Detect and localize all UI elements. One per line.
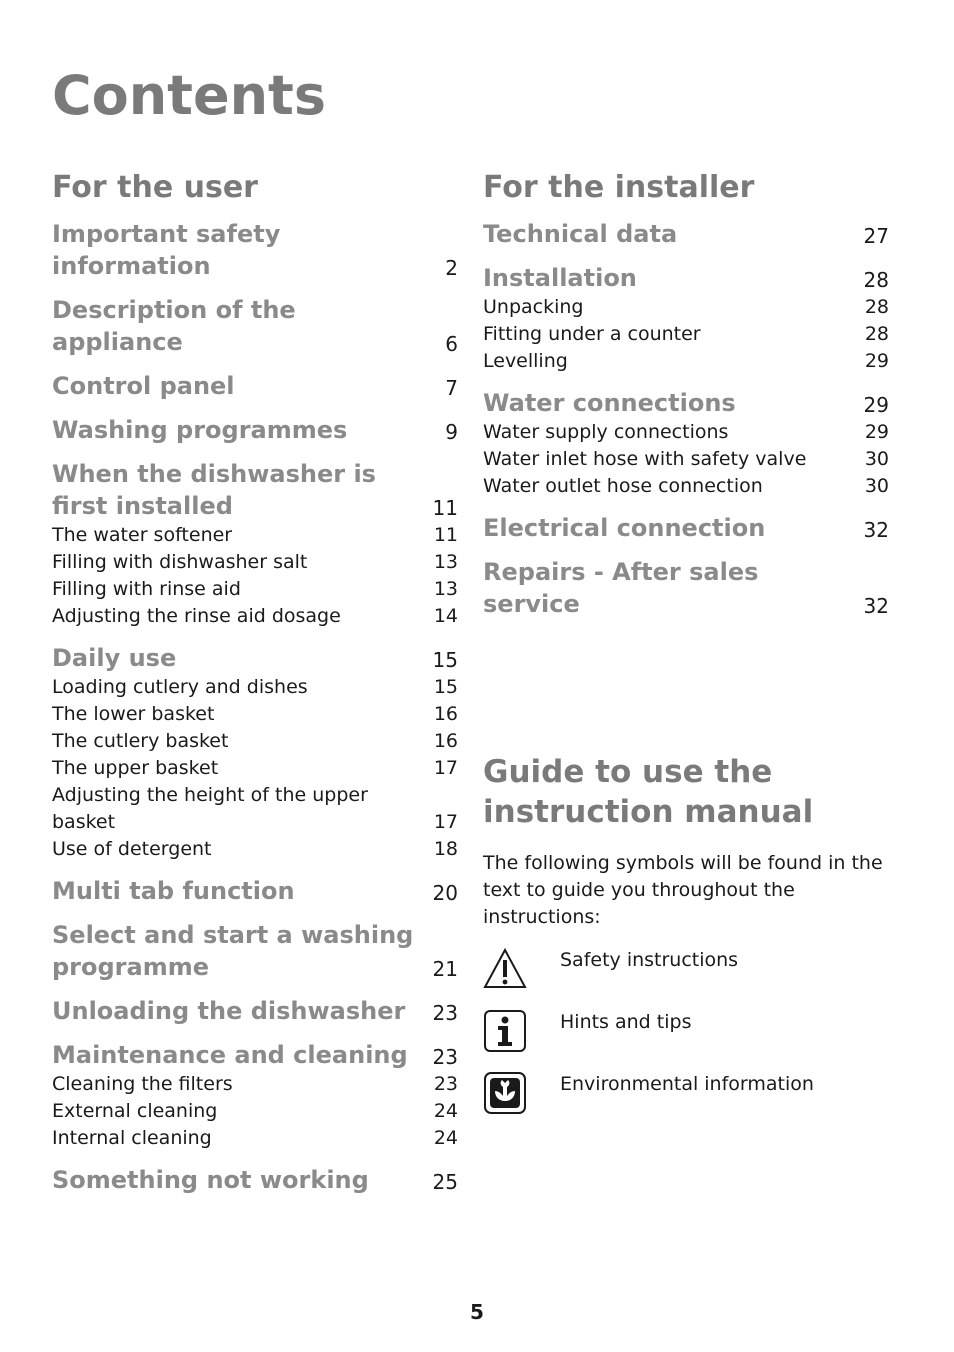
toc-page-number: 23 [432,1001,458,1025]
toc-heading: Electrical connection [483,514,766,542]
toc-entry-row [483,419,889,446]
user-toc [52,218,458,1196]
toc-page-number: 2 [445,256,458,280]
toc-entry: The cutlery basket [52,730,229,752]
toc-page-number: 32 [863,518,889,542]
info-icon [483,1009,527,1053]
toc-section [483,512,889,544]
user-column [52,168,458,1208]
user-column-title: For the user [52,170,258,205]
symbol-row-hints [483,1009,913,1071]
guide-section [483,752,913,1133]
installer-toc [483,218,889,620]
toc-section [52,294,458,358]
toc-entry: Filling with dishwasher salt [52,551,308,573]
toc-entry-row [52,576,458,603]
toc-entry: Fitting under a counter [483,323,701,345]
toc-section [483,387,889,500]
toc-entry: Water inlet hose with safety valve [483,448,807,470]
toc-entry-row [52,603,458,630]
toc-section [52,218,458,282]
toc-entry-row [52,728,458,755]
toc-section [483,556,889,620]
toc-entry-row [52,1098,458,1125]
toc-entry: Water outlet hose connection [483,475,763,497]
toc-entry: Filling with rinse aid [52,578,241,600]
toc-heading-row [52,218,458,282]
toc-heading-row [52,642,458,674]
toc-heading-row [483,512,889,544]
toc-page-number: 28 [864,323,889,345]
toc-heading: Important safety information [52,220,281,280]
toc-entry-row [52,549,458,576]
toc-heading-row [52,414,458,446]
toc-heading: Description of the appliance [52,296,296,356]
toc-section [52,414,458,446]
toc-entry-row [52,674,458,701]
toc-page-number: 16 [433,730,458,752]
toc-heading-row [483,218,889,250]
toc-entry-row [52,1125,458,1152]
toc-heading: Maintenance and cleaning [52,1041,408,1069]
toc-entry-row [483,294,889,321]
symbol-row-safety [483,947,913,1009]
environment-icon [483,1071,527,1115]
toc-entry-row [52,1071,458,1098]
toc-heading: Control panel [52,372,235,400]
toc-page-number: 27 [863,224,889,248]
toc-heading-row [52,919,458,983]
toc-heading: Repairs - After sales service [483,558,759,618]
toc-page-number: 24 [433,1100,458,1122]
toc-entry-row [52,522,458,549]
toc-entry: Internal cleaning [52,1127,212,1149]
toc-page-number: 32 [863,594,889,618]
toc-entry-row [52,782,458,836]
toc-page-number: 24 [433,1127,458,1149]
toc-page-number: 28 [863,268,889,292]
toc-page-number: 29 [863,393,889,417]
toc-entry: Loading cutlery and dishes [52,676,308,698]
toc-section [52,1039,458,1152]
toc-entry: The upper basket [52,757,219,779]
toc-entry: External cleaning [52,1100,218,1122]
toc-section [52,458,458,630]
toc-page-number: 25 [432,1170,458,1194]
toc-page-number: 23 [433,1073,458,1095]
warning-icon [483,947,527,991]
toc-section [52,995,458,1027]
toc-page-number: 6 [445,332,458,356]
page-title: Contents [52,64,327,127]
toc-heading: Select and start a washing programme [52,921,414,981]
toc-page-number: 28 [864,296,889,318]
toc-heading: Water connections [483,389,736,417]
toc-page-number: 7 [445,376,458,400]
toc-heading-row [52,1039,458,1071]
toc-heading-row [52,458,458,522]
toc-entry-row [52,836,458,863]
toc-entry-row [483,473,889,500]
toc-page-number: 18 [433,838,458,860]
toc-heading-row [52,294,458,358]
toc-entry: The lower basket [52,703,215,725]
toc-page-number: 23 [432,1045,458,1069]
toc-entry-row [483,348,889,375]
toc-heading: Washing programmes [52,416,348,444]
toc-heading: Installation [483,264,637,292]
toc-entry: Water supply connections [483,421,729,443]
toc-section [52,642,458,863]
toc-entry: Levelling [483,350,568,372]
toc-entry: Use of detergent [52,838,212,860]
toc-heading-row [52,1164,458,1196]
toc-page-number: 15 [432,648,458,672]
toc-page-number: 30 [864,448,889,470]
toc-section [52,875,458,907]
toc-page-number: 13 [433,578,458,600]
toc-page-number: 20 [432,881,458,905]
guide-title: Guide to use the instruction manual [483,754,814,830]
toc-entry-row [483,321,889,348]
toc-page-number: 29 [864,350,889,372]
toc-entry: Adjusting the height of the upper basket [52,784,368,833]
toc-page-number: 11 [433,524,458,546]
toc-page-number: 13 [433,551,458,573]
toc-entry: Adjusting the rinse aid dosage [52,605,341,627]
toc-section [52,1164,458,1196]
toc-heading: Technical data [483,220,678,248]
symbol-label-environment: Environmental information [560,1073,814,1095]
toc-page-number: 11 [432,496,458,520]
installer-column-title: For the installer [483,170,755,205]
toc-entry: Unpacking [483,296,584,318]
toc-entry: The water softener [52,524,233,546]
toc-heading-row [52,995,458,1027]
symbol-row-environment [483,1071,913,1133]
toc-heading: Something not working [52,1166,369,1194]
toc-page-number: 16 [433,703,458,725]
toc-heading-row [52,370,458,402]
toc-page-number: 29 [864,421,889,443]
toc-entry-row [52,701,458,728]
toc-section [483,262,889,375]
toc-heading-row [52,875,458,907]
toc-section [52,919,458,983]
toc-section [52,370,458,402]
installer-column [483,168,889,632]
toc-heading-row [483,387,889,419]
toc-entry-row [483,446,889,473]
toc-page-number: 14 [433,605,458,627]
toc-heading: Multi tab function [52,877,295,905]
toc-page-number: 21 [432,957,458,981]
toc-heading: Unloading the dishwasher [52,997,406,1025]
toc-page-number: 15 [433,676,458,698]
symbol-label-safety: Safety instructions [560,949,739,971]
guide-intro: The following symbols will be found in the text to guide you throughout the instructions: [483,852,883,928]
toc-entry: Cleaning the filters [52,1073,233,1095]
toc-heading-row [483,262,889,294]
toc-heading-row [483,556,889,620]
symbol-label-hints: Hints and tips [560,1011,692,1033]
toc-section [483,218,889,250]
toc-page-number: 17 [433,811,458,833]
toc-entry-row [52,755,458,782]
toc-heading: When the dishwasher is first installed [52,460,376,520]
page-number: 5 [470,1300,484,1324]
toc-page-number: 17 [433,757,458,779]
toc-page-number: 9 [445,420,458,444]
toc-heading: Daily use [52,644,177,672]
toc-page-number: 30 [864,475,889,497]
